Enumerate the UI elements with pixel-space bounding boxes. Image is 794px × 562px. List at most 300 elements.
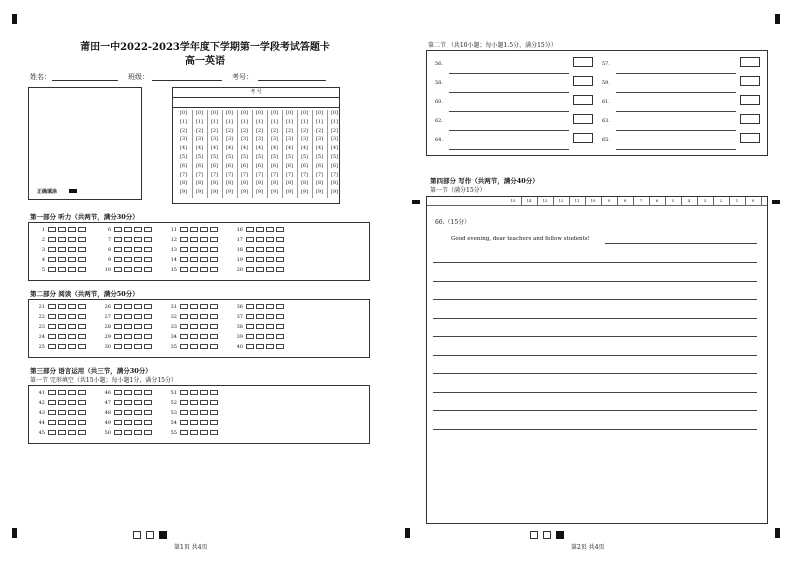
answer-bubble[interactable] [134,400,142,405]
essay-line[interactable] [433,355,757,356]
answer-bubble[interactable] [114,324,122,329]
score-tick[interactable]: 2 [713,197,730,205]
answer-bubble[interactable] [48,410,56,415]
essay-line[interactable] [433,410,757,411]
fill-answer-line[interactable] [449,92,569,93]
digit-bubble[interactable]: [0] [180,111,187,116]
answer-bubble[interactable] [134,390,142,395]
answer-bubble[interactable] [210,304,218,309]
score-box[interactable] [573,114,593,124]
digit-bubble[interactable]: [2] [316,128,323,134]
score-tick[interactable]: 5 [665,197,682,205]
score-tick[interactable]: 8 [617,197,634,205]
answer-bubble[interactable] [200,344,208,349]
digit-bubble[interactable]: [4] [271,146,278,152]
score-tick[interactable]: 1 [729,197,746,205]
score-box[interactable] [740,133,760,143]
answer-bubble[interactable] [256,344,264,349]
digit-bubble[interactable]: [7] [316,172,323,178]
answer-bubble[interactable] [256,324,264,329]
digit-bubble[interactable]: [4] [301,146,308,152]
digit-bubble[interactable]: [3] [271,137,278,143]
digit-bubble[interactable]: [2] [286,128,293,134]
answer-bubble[interactable] [144,344,152,349]
answer-bubble[interactable] [68,267,76,272]
answer-bubble[interactable] [58,324,66,329]
score-tick[interactable]: 10 [585,197,602,205]
digit-bubble[interactable]: [3] [316,137,323,143]
answer-bubble[interactable] [210,420,218,425]
answer-bubble[interactable] [58,410,66,415]
answer-bubble[interactable] [114,237,122,242]
fill-answer-line[interactable] [616,111,736,112]
digit-bubble[interactable]: [6] [226,163,233,169]
answer-bubble[interactable] [210,237,218,242]
answer-bubble[interactable] [210,314,218,319]
answer-bubble[interactable] [190,257,198,262]
digit-bubble[interactable]: [9] [211,190,218,196]
answer-bubble[interactable] [144,267,152,272]
answer-bubble[interactable] [200,267,208,272]
answer-bubble[interactable] [48,334,56,339]
digit-bubble[interactable]: [3] [226,137,233,143]
answer-bubble[interactable] [256,314,264,319]
digit-bubble[interactable]: [6] [180,163,187,169]
answer-bubble[interactable] [266,324,274,329]
answer-bubble[interactable] [58,344,66,349]
digit-bubble[interactable]: [6] [286,163,293,169]
answer-bubble[interactable] [114,430,122,435]
answer-bubble[interactable] [210,247,218,252]
digit-bubble[interactable]: [3] [180,137,187,143]
score-box[interactable] [573,95,593,105]
answer-bubble[interactable] [190,390,198,395]
answer-bubble[interactable] [48,237,56,242]
answer-bubble[interactable] [78,227,86,232]
answer-bubble[interactable] [190,237,198,242]
answer-bubble[interactable] [124,400,132,405]
answer-bubble[interactable] [180,430,188,435]
answer-bubble[interactable] [200,324,208,329]
digit-bubble[interactable]: [0] [241,111,248,116]
answer-bubble[interactable] [48,257,56,262]
answer-bubble[interactable] [200,334,208,339]
name-field[interactable] [52,80,118,81]
answer-bubble[interactable] [124,344,132,349]
answer-bubble[interactable] [58,304,66,309]
answer-bubble[interactable] [266,237,274,242]
answer-bubble[interactable] [200,410,208,415]
answer-bubble[interactable] [200,257,208,262]
answer-bubble[interactable] [68,400,76,405]
answer-bubble[interactable] [200,430,208,435]
answer-bubble[interactable] [68,247,76,252]
answer-bubble[interactable] [134,227,142,232]
score-tick[interactable]: 4 [681,197,698,205]
answer-bubble[interactable] [58,227,66,232]
answer-bubble[interactable] [190,267,198,272]
fill-answer-line[interactable] [616,73,736,74]
digit-bubble[interactable]: [5] [271,154,278,160]
answer-bubble[interactable] [134,314,142,319]
answer-bubble[interactable] [78,324,86,329]
answer-bubble[interactable] [180,390,188,395]
answer-bubble[interactable] [48,304,56,309]
digit-bubble[interactable]: [0] [301,111,308,116]
answer-bubble[interactable] [144,257,152,262]
answer-bubble[interactable] [276,324,284,329]
digit-bubble[interactable]: [7] [331,172,338,178]
answer-bubble[interactable] [180,410,188,415]
answer-bubble[interactable] [190,430,198,435]
digit-bubble[interactable]: [7] [226,172,233,178]
digit-bubble[interactable]: [4] [316,146,323,152]
digit-bubble[interactable]: [5] [241,154,248,160]
answer-bubble[interactable] [246,267,254,272]
answer-bubble[interactable] [68,430,76,435]
answer-bubble[interactable] [124,304,132,309]
answer-bubble[interactable] [276,334,284,339]
digit-bubble[interactable]: [4] [226,146,233,152]
answer-bubble[interactable] [190,410,198,415]
answer-bubble[interactable] [78,410,86,415]
digit-bubble[interactable]: [4] [331,146,338,152]
answer-bubble[interactable] [210,430,218,435]
answer-bubble[interactable] [68,237,76,242]
digit-bubble[interactable]: [8] [226,181,233,187]
answer-bubble[interactable] [78,420,86,425]
answer-bubble[interactable] [266,314,274,319]
answer-bubble[interactable] [58,420,66,425]
digit-bubble[interactable]: [1] [196,119,203,125]
digit-bubble[interactable]: [0] [196,111,203,116]
answer-bubble[interactable] [78,257,86,262]
exam-digit-column[interactable] [267,110,281,198]
answer-bubble[interactable] [48,390,56,395]
digit-bubble[interactable]: [7] [301,172,308,178]
answer-bubble[interactable] [190,400,198,405]
digit-bubble[interactable]: [5] [301,154,308,160]
answer-bubble[interactable] [144,430,152,435]
answer-bubble[interactable] [78,334,86,339]
digit-bubble[interactable]: [7] [271,172,278,178]
answer-bubble[interactable] [124,390,132,395]
digit-bubble[interactable]: [9] [271,190,278,196]
answer-bubble[interactable] [48,247,56,252]
answer-bubble[interactable] [246,334,254,339]
digit-bubble[interactable]: [3] [286,137,293,143]
score-tick[interactable]: 14 [521,197,538,205]
answer-bubble[interactable] [266,267,274,272]
class-field[interactable] [152,80,222,81]
answer-bubble[interactable] [114,314,122,319]
answer-bubble[interactable] [256,334,264,339]
answer-bubble[interactable] [190,420,198,425]
score-box[interactable] [740,114,760,124]
fill-answer-line[interactable] [449,130,569,131]
digit-bubble[interactable]: [5] [226,154,233,160]
answer-bubble[interactable] [114,267,122,272]
answer-bubble[interactable] [114,334,122,339]
answer-bubble[interactable] [180,267,188,272]
answer-bubble[interactable] [256,304,264,309]
answer-bubble[interactable] [68,314,76,319]
score-box[interactable] [740,76,760,86]
answer-bubble[interactable] [276,237,284,242]
answer-bubble[interactable] [124,420,132,425]
answer-bubble[interactable] [114,227,122,232]
answer-bubble[interactable] [266,257,274,262]
digit-bubble[interactable]: [6] [241,163,248,169]
digit-bubble[interactable]: [8] [211,181,218,187]
answer-bubble[interactable] [78,430,86,435]
digit-bubble[interactable]: [9] [241,190,248,196]
digit-bubble[interactable]: [9] [316,190,323,196]
answer-bubble[interactable] [114,390,122,395]
answer-bubble[interactable] [190,344,198,349]
answer-bubble[interactable] [180,314,188,319]
answer-bubble[interactable] [68,390,76,395]
answer-bubble[interactable] [58,390,66,395]
answer-bubble[interactable] [190,314,198,319]
answer-bubble[interactable] [134,334,142,339]
answer-bubble[interactable] [180,257,188,262]
answer-bubble[interactable] [58,430,66,435]
answer-bubble[interactable] [256,227,264,232]
digit-bubble[interactable]: [1] [316,119,323,125]
answer-bubble[interactable] [68,334,76,339]
digit-bubble[interactable]: [4] [180,146,187,152]
digit-bubble[interactable]: [0] [211,111,218,116]
digit-bubble[interactable]: [6] [316,163,323,169]
answer-bubble[interactable] [266,344,274,349]
answer-bubble[interactable] [190,227,198,232]
answer-bubble[interactable] [200,400,208,405]
answer-bubble[interactable] [114,344,122,349]
score-tick[interactable]: 11 [569,197,586,205]
answer-bubble[interactable] [180,400,188,405]
exam-digit-column[interactable] [252,110,266,198]
answer-bubble[interactable] [134,257,142,262]
answer-bubble[interactable] [180,304,188,309]
exam-digit-column[interactable] [327,110,341,198]
digit-bubble[interactable]: [9] [180,190,187,196]
answer-bubble[interactable] [276,267,284,272]
essay-line[interactable] [433,262,757,263]
digit-bubble[interactable]: [9] [196,190,203,196]
essay-line[interactable] [433,373,757,374]
answer-bubble[interactable] [276,227,284,232]
digit-bubble[interactable]: [8] [180,181,187,187]
digit-bubble[interactable]: [5] [180,154,187,160]
answer-bubble[interactable] [58,237,66,242]
answer-bubble[interactable] [256,257,264,262]
digit-bubble[interactable]: [1] [301,119,308,125]
digit-bubble[interactable]: [3] [196,137,203,143]
exam-digit-column[interactable] [207,110,221,198]
essay-line[interactable] [433,429,757,430]
digit-bubble[interactable]: [9] [331,190,338,196]
answer-bubble[interactable] [134,237,142,242]
digit-bubble[interactable]: [7] [241,172,248,178]
answer-bubble[interactable] [58,314,66,319]
digit-bubble[interactable]: [6] [271,163,278,169]
answer-bubble[interactable] [124,324,132,329]
answer-bubble[interactable] [114,257,122,262]
digit-bubble[interactable]: [6] [331,163,338,169]
digit-bubble[interactable]: [1] [241,119,248,125]
answer-bubble[interactable] [68,304,76,309]
answer-bubble[interactable] [200,390,208,395]
digit-bubble[interactable]: [5] [196,154,203,160]
answer-bubble[interactable] [68,227,76,232]
answer-bubble[interactable] [180,334,188,339]
answer-bubble[interactable] [124,267,132,272]
digit-bubble[interactable]: [1] [271,119,278,125]
score-tick[interactable]: 6 [649,197,666,205]
answer-bubble[interactable] [124,410,132,415]
score-tick[interactable]: 15 [505,197,522,205]
score-tick[interactable]: 3 [697,197,714,205]
fill-answer-line[interactable] [449,149,569,150]
answer-bubble[interactable] [210,344,218,349]
answer-bubble[interactable] [190,324,198,329]
answer-bubble[interactable] [144,400,152,405]
digit-bubble[interactable]: [2] [241,128,248,134]
answer-bubble[interactable] [144,390,152,395]
digit-bubble[interactable]: [6] [211,163,218,169]
digit-bubble[interactable]: [5] [286,154,293,160]
digit-bubble[interactable]: [4] [286,146,293,152]
digit-bubble[interactable]: [2] [226,128,233,134]
answer-bubble[interactable] [68,420,76,425]
score-box[interactable] [573,76,593,86]
answer-bubble[interactable] [210,324,218,329]
answer-bubble[interactable] [190,334,198,339]
digit-bubble[interactable]: [5] [316,154,323,160]
digit-bubble[interactable]: [2] [271,128,278,134]
answer-bubble[interactable] [78,247,86,252]
exam-digit-column[interactable] [237,110,251,198]
essay-line[interactable] [605,243,757,244]
answer-bubble[interactable] [48,227,56,232]
answer-bubble[interactable] [78,314,86,319]
digit-bubble[interactable]: [1] [226,119,233,125]
fill-answer-line[interactable] [449,111,569,112]
answer-bubble[interactable] [276,304,284,309]
exam-digit-column[interactable] [222,110,236,198]
score-box[interactable] [573,133,593,143]
answer-bubble[interactable] [134,344,142,349]
answer-bubble[interactable] [180,247,188,252]
digit-bubble[interactable]: [7] [180,172,187,178]
answer-bubble[interactable] [180,227,188,232]
answer-bubble[interactable] [210,227,218,232]
digit-bubble[interactable]: [2] [211,128,218,134]
digit-bubble[interactable]: [9] [256,190,263,196]
digit-bubble[interactable]: [9] [226,190,233,196]
answer-bubble[interactable] [68,344,76,349]
digit-bubble[interactable]: [5] [211,154,218,160]
score-tick[interactable]: 7 [633,197,650,205]
score-tick[interactable]: 9 [601,197,618,205]
digit-bubble[interactable]: [0] [331,111,338,116]
answer-bubble[interactable] [78,304,86,309]
answer-bubble[interactable] [68,410,76,415]
answer-bubble[interactable] [124,257,132,262]
digit-bubble[interactable]: [6] [301,163,308,169]
digit-bubble[interactable]: [8] [196,181,203,187]
answer-bubble[interactable] [134,324,142,329]
answer-bubble[interactable] [48,344,56,349]
answer-bubble[interactable] [210,410,218,415]
digit-bubble[interactable]: [1] [256,119,263,125]
essay-line[interactable] [433,336,757,337]
answer-bubble[interactable] [78,400,86,405]
digit-bubble[interactable]: [7] [256,172,263,178]
digit-bubble[interactable]: [0] [256,111,263,116]
answer-bubble[interactable] [78,267,86,272]
answer-bubble[interactable] [266,247,274,252]
digit-bubble[interactable]: [8] [256,181,263,187]
answer-bubble[interactable] [200,304,208,309]
digit-bubble[interactable]: [2] [196,128,203,134]
answer-bubble[interactable] [144,410,152,415]
answer-bubble[interactable] [134,267,142,272]
answer-bubble[interactable] [246,227,254,232]
answer-bubble[interactable] [114,400,122,405]
answer-bubble[interactable] [190,304,198,309]
exam-digit-column[interactable] [177,110,190,198]
digit-bubble[interactable]: [7] [196,172,203,178]
answer-bubble[interactable] [134,420,142,425]
answer-bubble[interactable] [266,304,274,309]
digit-bubble[interactable]: [0] [286,111,293,116]
answer-bubble[interactable] [58,334,66,339]
fill-answer-line[interactable] [449,73,569,74]
answer-bubble[interactable] [246,314,254,319]
exam-digit-column[interactable] [192,110,206,198]
answer-bubble[interactable] [266,334,274,339]
answer-bubble[interactable] [144,314,152,319]
answer-bubble[interactable] [200,314,208,319]
answer-bubble[interactable] [144,227,152,232]
fill-answer-line[interactable] [616,149,736,150]
answer-bubble[interactable] [210,334,218,339]
essay-line[interactable] [433,281,757,282]
digit-bubble[interactable]: [3] [241,137,248,143]
exam-digit-column[interactable] [282,110,296,198]
answer-bubble[interactable] [124,314,132,319]
answer-bubble[interactable] [200,227,208,232]
answer-bubble[interactable] [78,390,86,395]
digit-bubble[interactable]: [9] [286,190,293,196]
digit-bubble[interactable]: [4] [196,146,203,152]
answer-bubble[interactable] [114,420,122,425]
answer-bubble[interactable] [78,344,86,349]
answer-bubble[interactable] [48,324,56,329]
digit-bubble[interactable]: [2] [180,128,187,134]
answer-bubble[interactable] [276,257,284,262]
answer-bubble[interactable] [144,237,152,242]
answer-bubble[interactable] [256,237,264,242]
digit-bubble[interactable]: [8] [271,181,278,187]
answer-bubble[interactable] [276,247,284,252]
answer-bubble[interactable] [48,267,56,272]
answer-bubble[interactable] [190,247,198,252]
answer-bubble[interactable] [246,237,254,242]
fill-answer-line[interactable] [616,92,736,93]
